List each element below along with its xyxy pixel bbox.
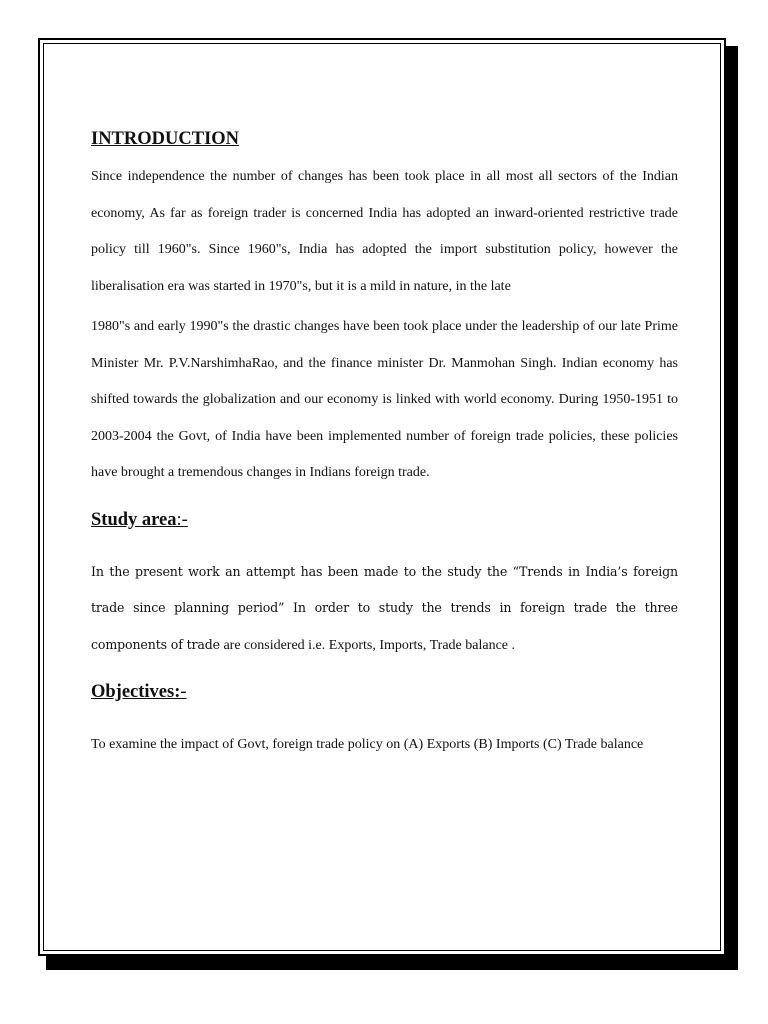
objectives-paragraph: To examine the impact of Govt, foreign trade policy on (A) Exports (B) Imports (C) Trade balance xyxy=(91,737,644,752)
objectives-heading xyxy=(91,677,678,707)
introduction-paragraph-2: 1980"s and early 1990"s the drastic changes have been took place under the leadership of our late Prime Minister Mr. P.V.NarshimhaRao, and the finance minister Dr. Manmohan Singh. Indian economy has shifted towards the globalization and our economy is linked with world economy. During 1950-1951 to 2003-2004 the Govt, of India have been implemented number of foreign trade policies, these policies have brought a tremendous changes in Indians foreign trade. xyxy=(91,319,678,480)
introduction-heading: INTRODUCTION xyxy=(91,129,240,149)
study-area-title: Study area xyxy=(91,509,177,530)
document-body xyxy=(91,124,678,763)
study-area-paragraph xyxy=(91,554,678,664)
study-area-heading xyxy=(91,505,678,535)
objectives-title: Objectives: xyxy=(91,682,181,702)
study-area-text-part1: In the present work an attempt has been made to the study the “Trends in India’s foreign trade since planning period” In order to study the trends in foreign trade the three components of trade xyxy=(91,563,678,652)
objectives-suffix: - xyxy=(180,682,187,702)
introduction-paragraph-1: Since independence the number of changes has been took place in all most all sectors of the Indian economy, As far as foreign trader is concerned India has adopted an inward-oriented restrictive trade policy till 1960"s. Since 1960"s, India has adopted the import substitution policy, however the liberalisation era was started in 1970"s, but it is a mild in nature, in the late xyxy=(91,169,678,294)
study-area-suffix: :- xyxy=(176,509,188,530)
study-area-text-part2: are considered i.e. Exports, Imports, Trade balance . xyxy=(219,637,516,653)
